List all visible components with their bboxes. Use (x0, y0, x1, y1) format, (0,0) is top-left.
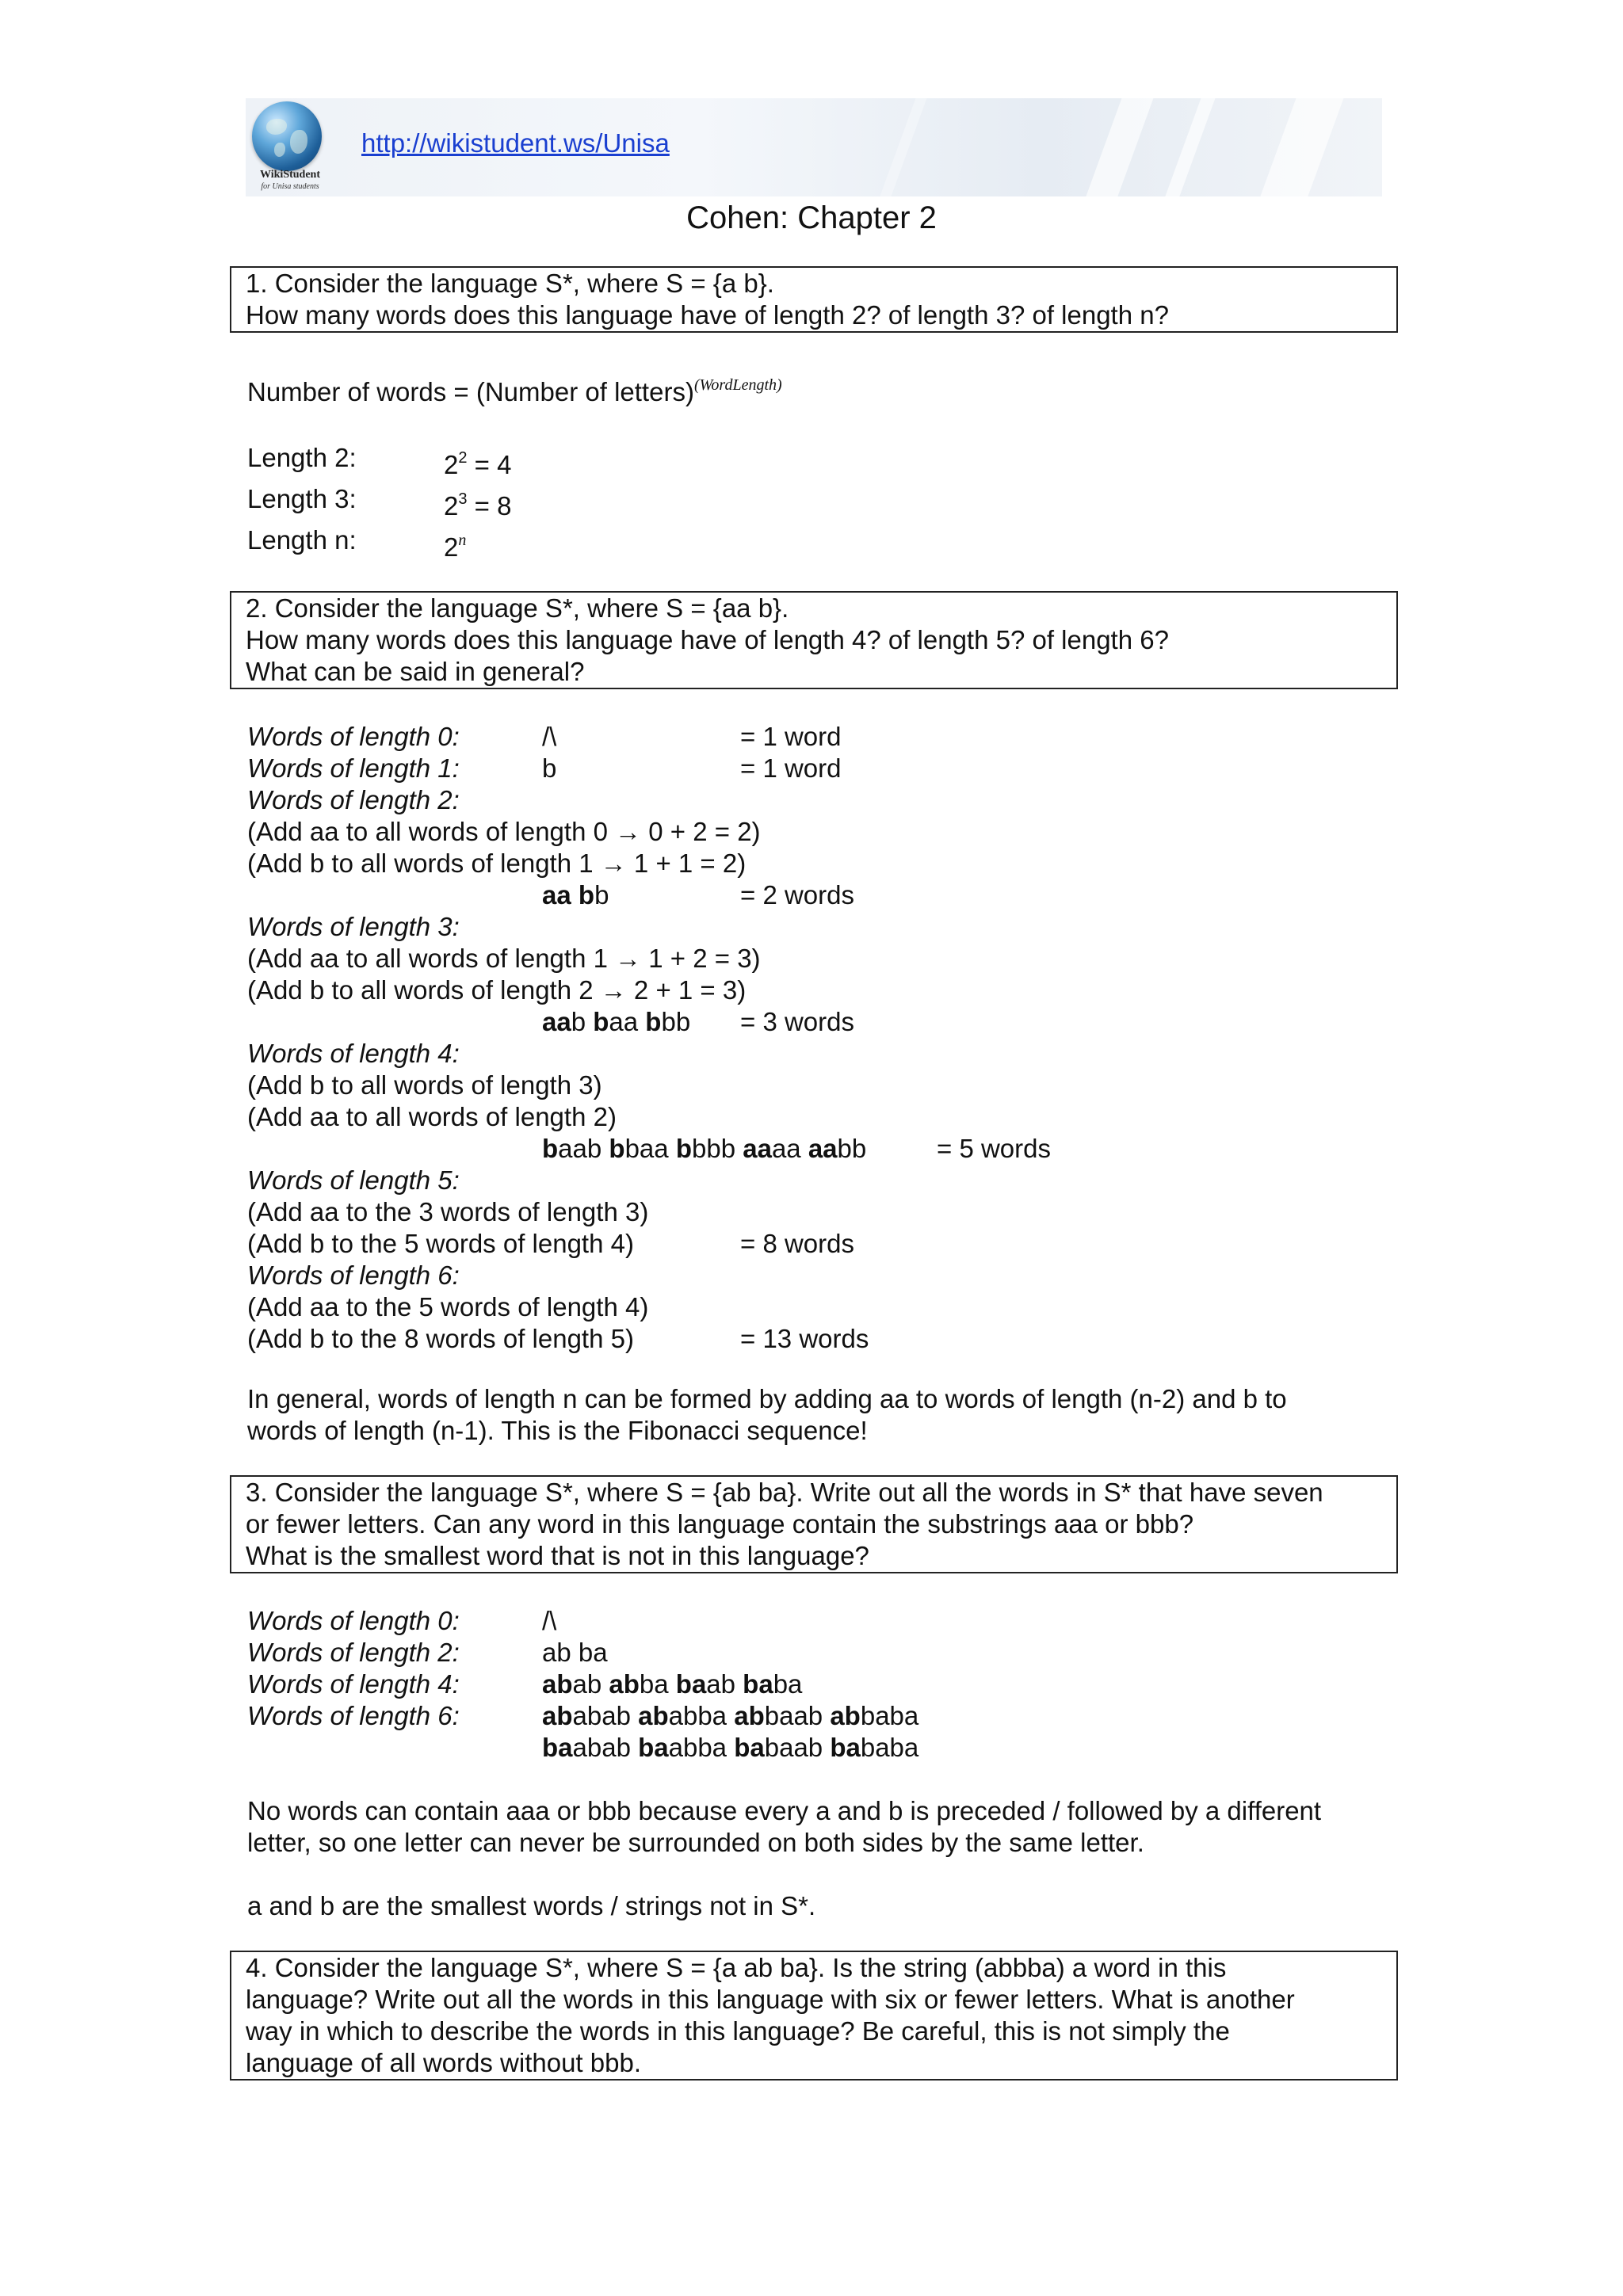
q1-row-value: 2$^n$ (444, 532, 467, 562)
question-4-box (230, 1951, 1398, 2081)
len-label: Words of length 4: (247, 1039, 460, 1068)
q1-row-label: Length n: (247, 525, 357, 555)
explanation-text: a and b are the smallest words / strings not in S*. (247, 1891, 816, 1920)
page-title: Cohen: Chapter 2 (686, 200, 937, 235)
word-list: baab bbaa bbbb aaaa aabb (542, 1134, 867, 1163)
word-list: aa bb (542, 880, 609, 910)
question-2-line: How many words does this language have of length 4? of length 5? of length 6? (246, 625, 1169, 654)
rule-line: (Add aa to all words of length 0 → 0 + 2 = 2) (247, 817, 761, 846)
explanation-text: No words can contain aaa or bbb because every a and b is preceded / followed by a different (247, 1796, 1322, 1825)
rule-line: (Add b to all words of length 2 → 2 + 1 = 3) (247, 975, 747, 1005)
question-1-line: How many words does this language have of length 2? of length 3? of length n? (246, 300, 1169, 330)
rule-line: (Add b to all words of length 1 → 1 + 1 = 2) (247, 849, 747, 878)
q1-row-value: $2^3 = 8$ (444, 490, 512, 521)
question-4-line: language? Write out all the words in this language with six or fewer letters. What is another (246, 1985, 1295, 2014)
formula: Number of words = (Number of letters)$^{(WordLength)}$ (247, 376, 782, 406)
word-list: abab abba baab baba (542, 1669, 803, 1699)
word-count: = 1 word (740, 722, 842, 751)
len-label: Words of length 0: (247, 722, 460, 751)
word-list: aab baa bbb (542, 1007, 691, 1036)
formula-exponent: (WordLength) (693, 376, 782, 394)
word-list: baabab baabba babaab bababa (542, 1733, 919, 1762)
word-count: = 13 words (740, 1324, 869, 1353)
word-list: /\ (542, 722, 557, 751)
question-1-box (230, 266, 1398, 333)
word-count: = 3 words (740, 1007, 854, 1036)
question-1-line: 1. Consider the language S*, where S = {a b}. (246, 269, 774, 298)
question-3-box (230, 1475, 1398, 1573)
question-2-line: What can be said in general? (246, 657, 585, 686)
question-3-line: 3. Consider the language S*, where S = {ab ba}. Write out all the words in S* that have seven (246, 1478, 1323, 1507)
word-list: ab ba (542, 1638, 608, 1667)
word-list: b (542, 753, 557, 783)
word-list: ababab ababba abbaab abbaba (542, 1701, 919, 1730)
len-label: Words of length 2: (247, 785, 460, 814)
q1-row-value: $2^2 = 4$ (444, 449, 512, 479)
question-2-box (230, 591, 1398, 689)
rule-line: (Add aa to the 5 words of length 4) (247, 1292, 649, 1322)
q1-row-label: Length 3: (247, 484, 357, 513)
question-4-line: way in which to describe the words in this language? Be careful, this is not simply the (246, 2016, 1230, 2046)
rule-line: (Add b to all words of length 3) (247, 1070, 602, 1100)
globe-logo-icon (252, 101, 322, 171)
question-4-line: language of all words without bbb. (246, 2048, 641, 2077)
word-list: /\ (542, 1606, 557, 1635)
general-text: words of length (n-1). This is the Fibonacci sequence! (247, 1416, 868, 1445)
len-label: Words of length 6: (247, 1261, 460, 1290)
explanation-text: letter, so one letter can never be surrounded on both sides by the same letter. (247, 1828, 1144, 1857)
general-text: In general, words of length n can be formed by adding aa to words of length (n-2) and b to (247, 1384, 1287, 1413)
rule-line: (Add b to the 8 words of length 5) (247, 1324, 634, 1353)
wikistudent-link[interactable]: http://wikistudent.ws/Unisa (361, 128, 670, 158)
len-label: Words of length 1: (247, 753, 460, 783)
word-count: = 8 words (740, 1229, 854, 1258)
question-3-line: or fewer letters. Can any word in this language contain the substrings aaa or bbb? (246, 1509, 1194, 1539)
len-label: Words of length 4: (247, 1669, 460, 1699)
logo-tagline: for Unisa students (261, 182, 319, 191)
rule-line: (Add aa to the 3 words of length 3) (247, 1197, 649, 1226)
len-label: Words of length 0: (247, 1606, 460, 1635)
len-label: Words of length 6: (247, 1701, 460, 1730)
len-label: Words of length 2: (247, 1638, 460, 1667)
question-3-line: What is the smallest word that is not in this language? (246, 1541, 869, 1570)
len-label: Words of length 3: (247, 912, 460, 941)
word-count: = 2 words (740, 880, 854, 910)
word-count: = 5 words (937, 1134, 1051, 1163)
word-count: = 1 word (740, 753, 842, 783)
rule-line: (Add aa to all words of length 1 → 1 + 2 = 3) (247, 944, 761, 973)
question-4-line: 4. Consider the language S*, where S = {a ab ba}. Is the string (abbba) a word in this (246, 1953, 1227, 1982)
len-label: Words of length 5: (247, 1165, 460, 1195)
q1-row-label: Length 2: (247, 443, 357, 472)
question-2-line: 2. Consider the language S*, where S = {aa b}. (246, 593, 789, 623)
rule-line: (Add aa to all words of length 2) (247, 1102, 617, 1131)
rule-line: (Add b to the 5 words of length 4) (247, 1229, 634, 1258)
logo-name: WikiStudent (260, 169, 320, 181)
